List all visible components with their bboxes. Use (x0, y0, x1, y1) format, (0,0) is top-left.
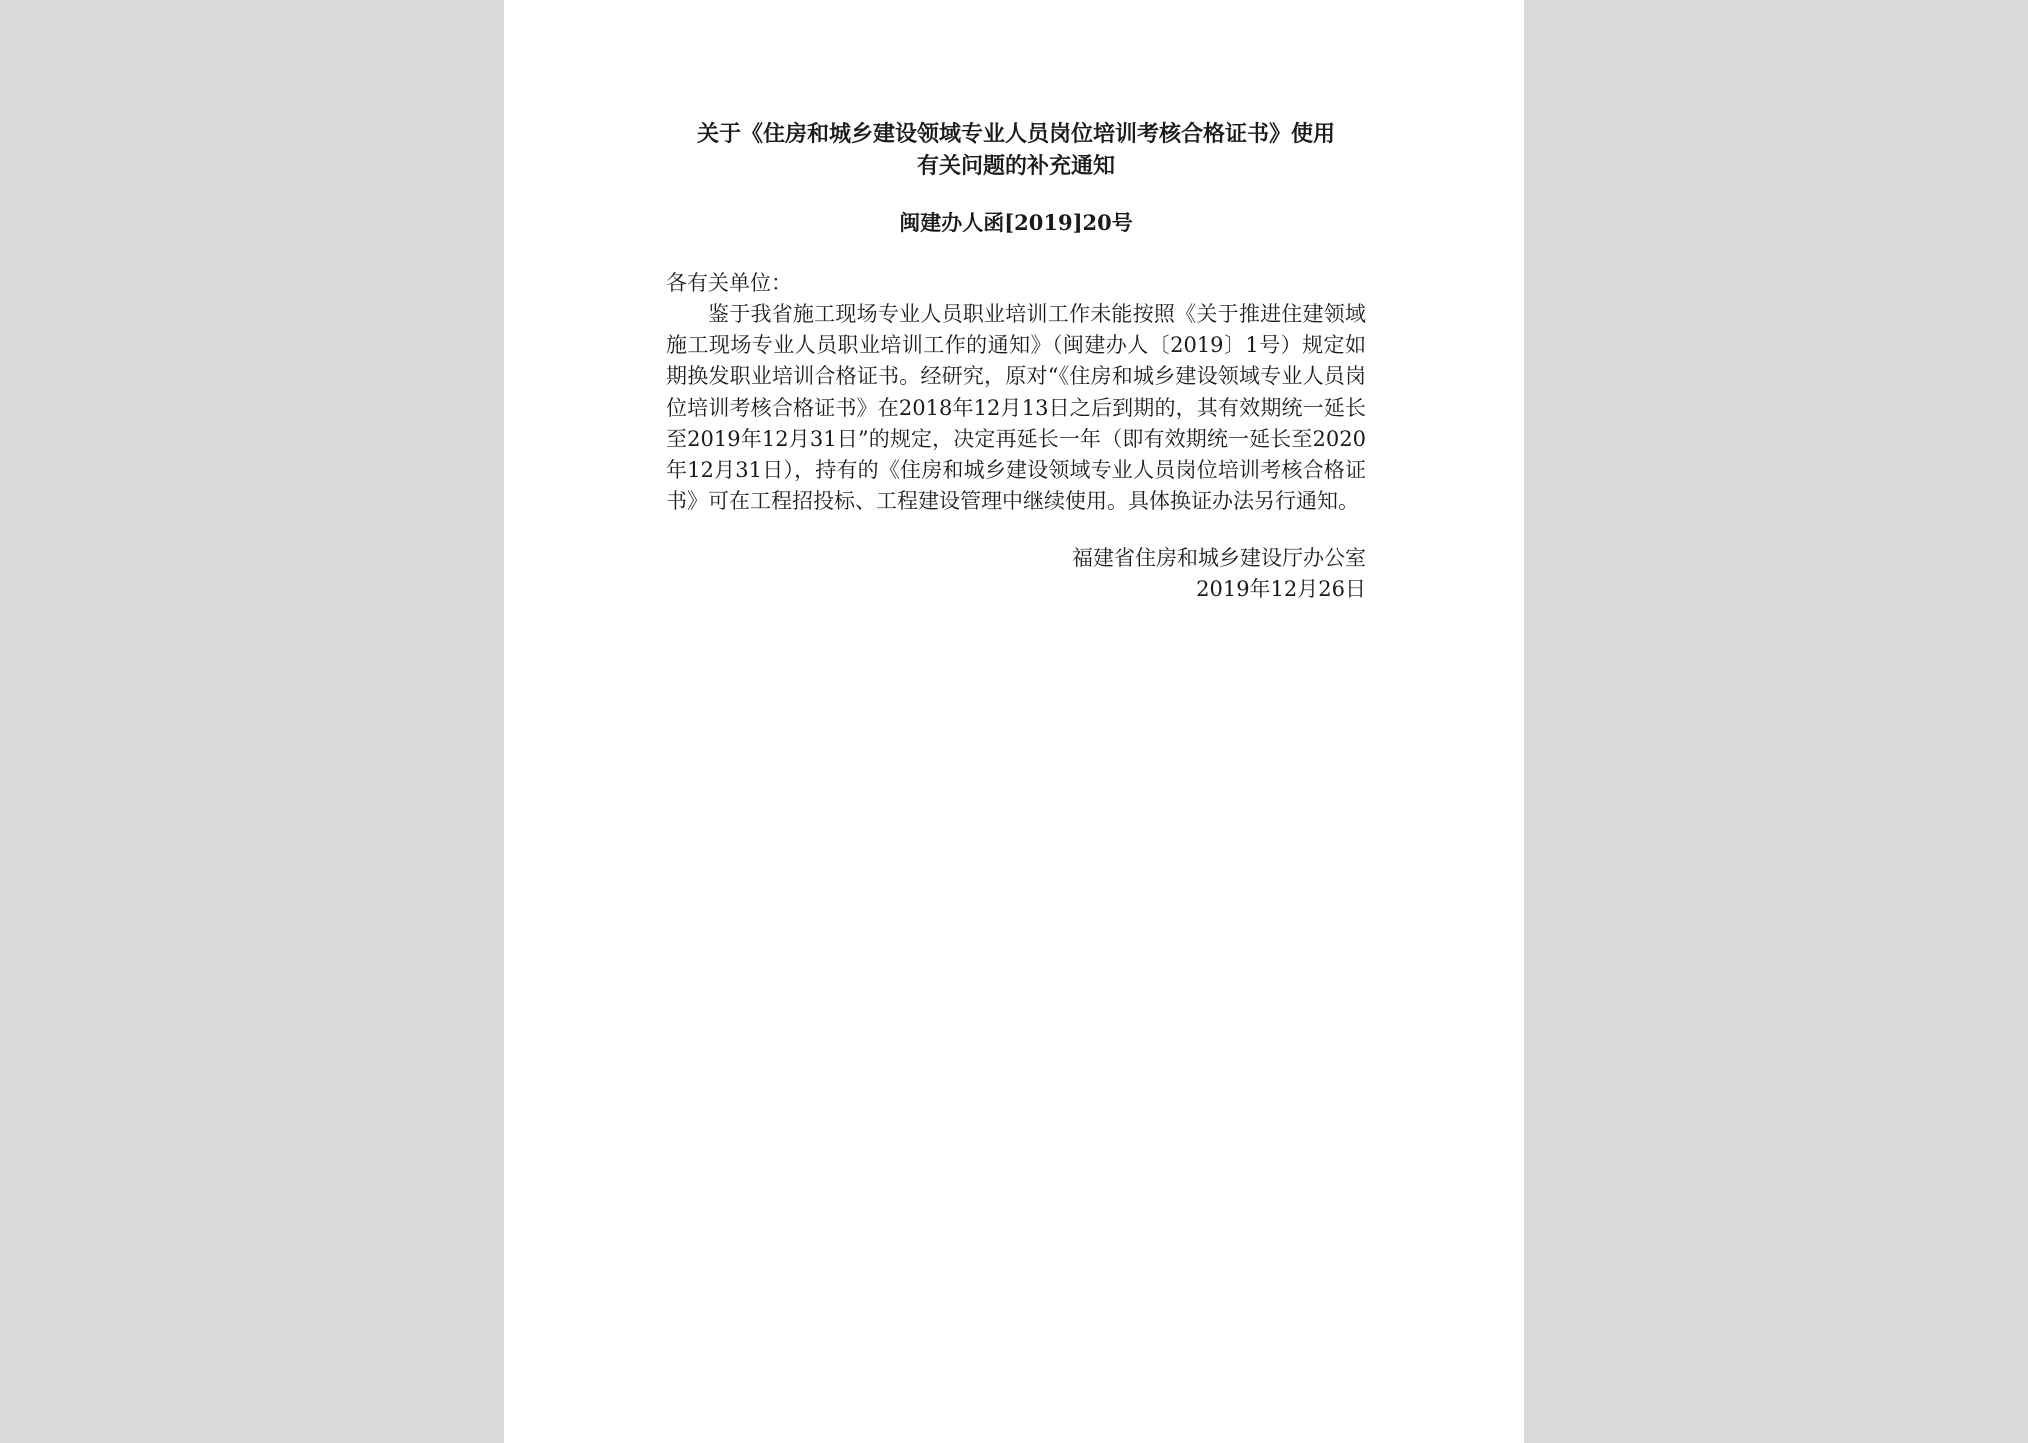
document-content (666, 118, 1366, 605)
document-title (666, 118, 1366, 182)
salutation: 各有关单位： (666, 271, 792, 295)
document-page (504, 0, 1524, 1443)
issue-date: 2019年12月26日 (1196, 577, 1366, 602)
body-paragraph: 鉴于我省施工现场专业人员职业培训工作未能按照《关于推进住建领域施工现场专业人员职业培训工作的通知》（闽建办人〔2019〕1号）规定如期换发职业培训合格证书。经研究，原对“《住房和城乡建设领域专业人员岗位培训考核合格证书》在2018年12月13日之后到期的，其有效期统一延长至2019年12月31日”的规定，决定再延长一年（即有效期统一延长至2020年12月31日），持有的《住房和城乡建设领域专业人员岗位培训考核合格证书》可在工程招投标、工程建设管理中继续使用。具体换证办法另行通知。 (666, 302, 1366, 514)
signature-block (666, 543, 1366, 605)
document-title-line-2: 有关问题的补充通知 (916, 153, 1115, 179)
document-title-line-1: 关于《住房和城乡建设领域专业人员岗位培训考核合格证书》使用 (696, 121, 1335, 147)
document-number: 闽建办人函[2019]20号 (899, 210, 1133, 235)
issuer: 福建省住房和城乡建设厅办公室 (1072, 546, 1366, 571)
